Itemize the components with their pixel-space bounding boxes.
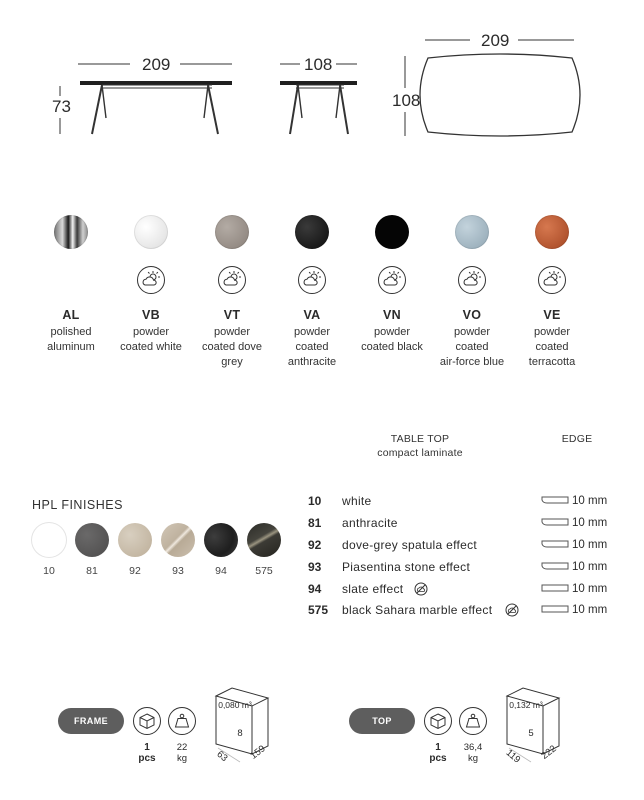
finish-name: black Sahara marble effect [342, 603, 493, 617]
box-icon [424, 707, 452, 735]
not-outdoor-icon [505, 603, 519, 617]
edge-size: 10 mm [572, 539, 608, 551]
swatch-vb [134, 215, 168, 249]
hpl-swatch-10 [32, 523, 66, 557]
box-height: 5 [528, 728, 534, 739]
package-volume: 0,132 m³ [509, 700, 543, 710]
edge-size: 10 mm [572, 583, 608, 595]
color-code: VO [462, 308, 482, 322]
edge-profile-icon [541, 495, 569, 505]
swatch-ve [535, 215, 569, 249]
weather-resistant-icon [378, 266, 406, 294]
color-desc: powder coated air-force blue [439, 326, 505, 368]
swatch-vn [375, 215, 409, 249]
finish-code: 92 [308, 538, 322, 552]
color-desc: polished aluminum [47, 326, 95, 353]
swatch-vo [455, 215, 489, 249]
top-width-label: 209 [481, 31, 510, 50]
weather-resistant-icon [137, 266, 165, 294]
color-code: VA [303, 308, 321, 322]
color-desc: powder coated dove grey [202, 326, 262, 368]
finish-name: anthracite [342, 516, 398, 530]
package-weight: 36,4 kg [463, 742, 483, 764]
edge-profile-icon [541, 539, 569, 549]
edge-size: 10 mm [572, 561, 608, 573]
edge-profile-icon [541, 604, 569, 614]
swatch-vt [215, 215, 249, 249]
depth-label: 108 [304, 55, 333, 74]
color-code: VB [142, 308, 160, 322]
color-desc: powder coated white [120, 326, 182, 353]
weather-resistant-icon [458, 266, 486, 294]
swatch-va [295, 215, 329, 249]
hpl-swatch-575 [247, 523, 281, 557]
edge-size: 10 mm [572, 517, 608, 529]
pieces-count: 1 pcs [138, 742, 156, 764]
color-desc: powder coated anthracite [287, 326, 337, 368]
color-option [432, 215, 512, 370]
color-desc: powder coated terracotta [528, 326, 576, 368]
box-width: 159 [248, 743, 268, 762]
weight-icon [459, 707, 487, 735]
package-label-top: TOP [349, 708, 415, 734]
box-depth: 119 [503, 747, 523, 766]
weather-resistant-icon [298, 266, 326, 294]
package-weight: 22 kg [176, 742, 188, 764]
hpl-code: 575 [255, 565, 273, 577]
hpl-code: 93 [172, 565, 184, 577]
hpl-code: 81 [86, 565, 98, 577]
side-view-drawing [0, 0, 644, 160]
edge-header: EDGE [561, 433, 593, 445]
finish-code: 10 [308, 494, 322, 508]
color-option [192, 215, 272, 370]
edge-size: 10 mm [572, 495, 608, 507]
hpl-swatch-93 [161, 523, 195, 557]
box-width: 222 [539, 743, 559, 762]
color-code: VE [543, 308, 561, 322]
color-option [111, 215, 191, 355]
box-depth: 63 [214, 748, 230, 765]
package-volume: 0,080 m³ [218, 700, 252, 710]
not-outdoor-icon [414, 582, 428, 596]
hpl-code: 94 [215, 565, 227, 577]
top-depth-label: 108 [392, 91, 421, 110]
color-option [272, 215, 352, 370]
color-option [31, 215, 111, 355]
finish-code: 94 [308, 582, 322, 596]
hpl-code: 92 [129, 565, 141, 577]
edge-size: 10 mm [572, 604, 608, 616]
hpl-title: HPL FINISHES [32, 498, 123, 512]
hpl-swatch-92 [118, 523, 152, 557]
hpl-swatch-81 [75, 523, 109, 557]
edge-profile-icon [541, 583, 569, 593]
side-width-label: 209 [142, 55, 171, 74]
finish-name: Piasentina stone effect [342, 560, 471, 574]
height-label: 73 [52, 97, 71, 116]
weather-resistant-icon [538, 266, 566, 294]
color-code: AL [62, 308, 80, 322]
finish-code: 93 [308, 560, 322, 574]
box-height: 8 [237, 728, 243, 739]
package-label-frame: FRAME [58, 708, 124, 734]
finish-name: slate effect [342, 582, 404, 596]
color-option [352, 215, 432, 355]
hpl-code: 10 [43, 565, 55, 577]
color-desc: powder coated black [361, 326, 423, 353]
edge-profile-icon [541, 517, 569, 527]
color-code: VT [223, 308, 241, 322]
box-icon [133, 707, 161, 735]
edge-profile-icon [541, 561, 569, 571]
color-option [512, 215, 592, 370]
weight-icon [168, 707, 196, 735]
color-code: VN [383, 308, 401, 322]
table-top-header: TABLE TOP compact laminate [377, 433, 463, 459]
finish-code: 575 [308, 603, 329, 617]
swatch-al [54, 215, 88, 249]
finish-code: 81 [308, 516, 322, 530]
pieces-count: 1 pcs [429, 742, 447, 764]
finish-name: white [342, 494, 372, 508]
hpl-swatch-94 [204, 523, 238, 557]
weather-resistant-icon [218, 266, 246, 294]
finish-name: dove-grey spatula effect [342, 538, 478, 552]
